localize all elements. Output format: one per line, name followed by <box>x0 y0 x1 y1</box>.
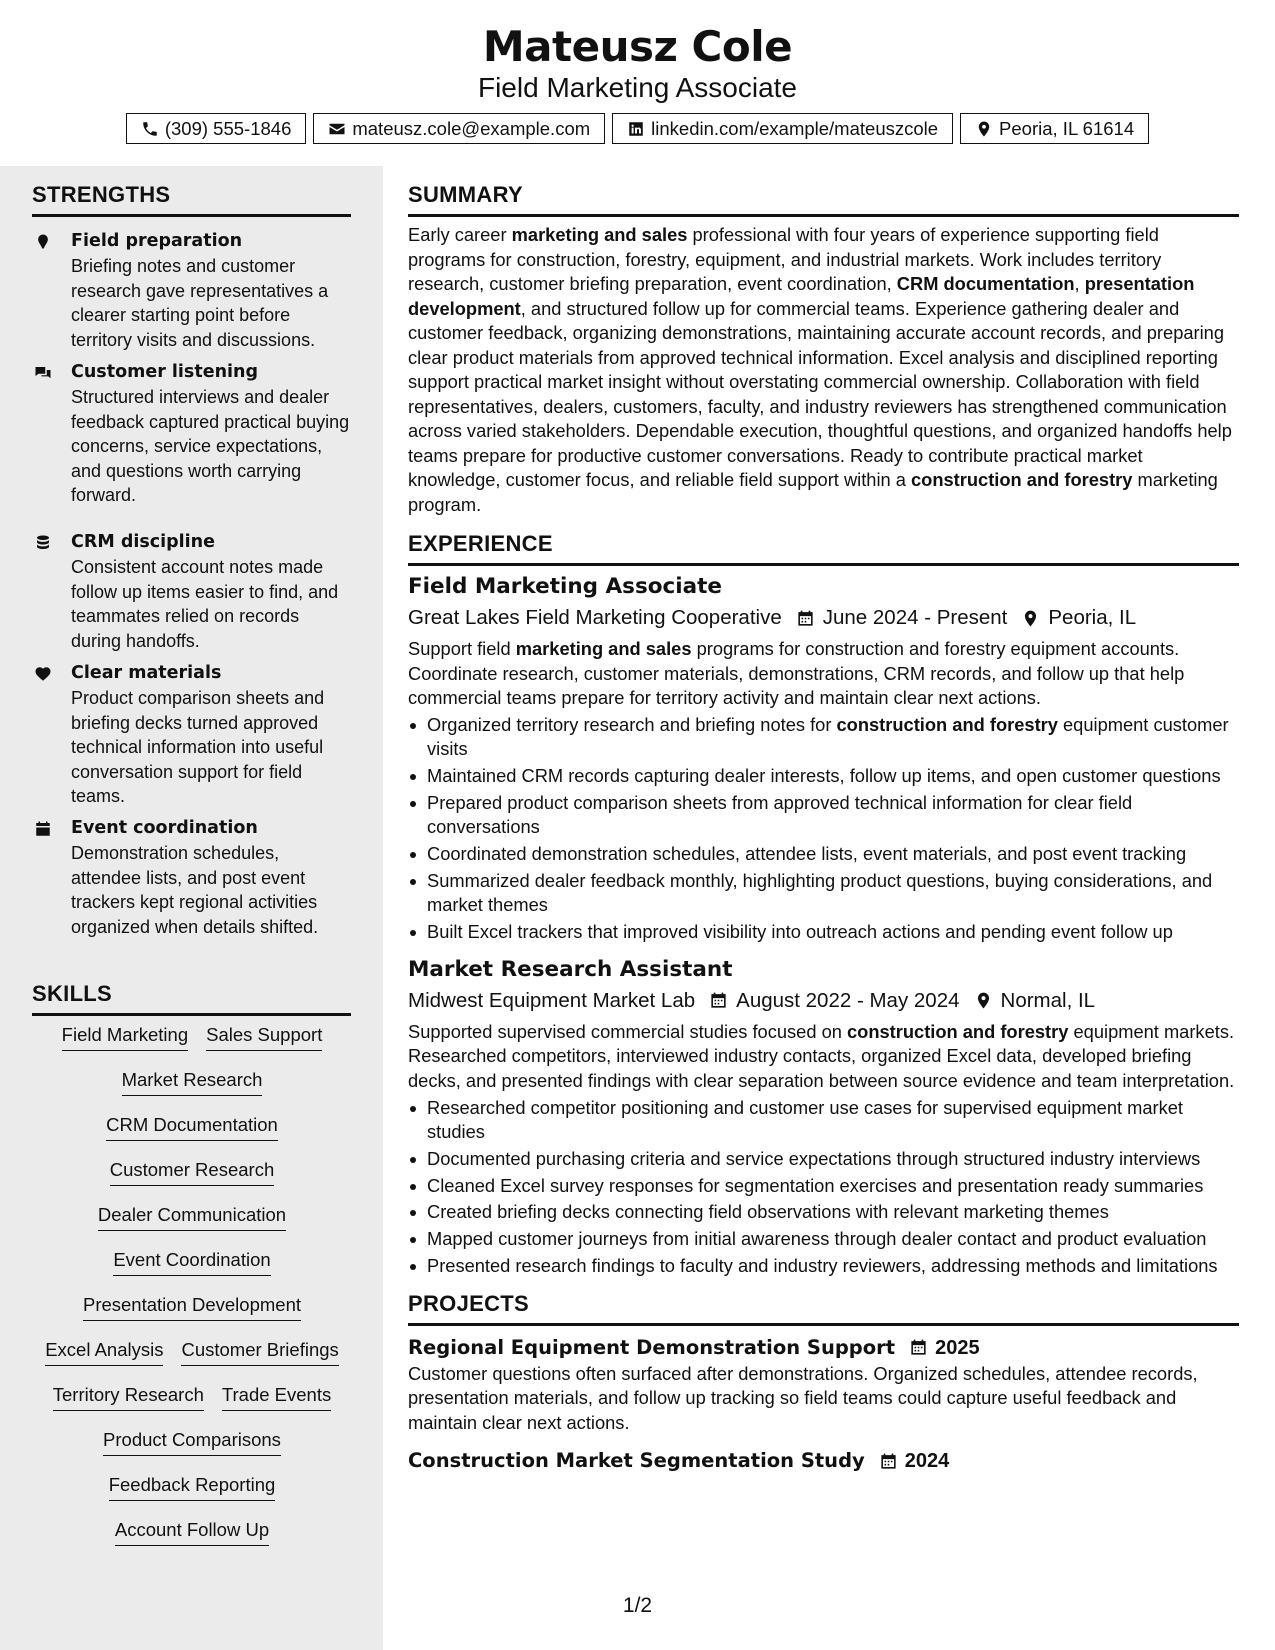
strength-item <box>32 530 352 653</box>
candidate-role: Field Marketing Associate <box>477 72 798 103</box>
skill-row <box>32 1158 352 1203</box>
contact-phone[interactable] <box>126 113 307 144</box>
skill-tag: Presentation Development <box>83 1293 301 1321</box>
skill-tag: Feedback Reporting <box>109 1473 276 1501</box>
job-dates: June 2024 - Present <box>822 606 1008 629</box>
skill-tag: Excel Analysis <box>45 1338 163 1366</box>
skill-row <box>32 1428 352 1473</box>
bullet-item: Summarized dealer feedback monthly, highlighting product questions, buying considerations, and market themes <box>408 869 1240 918</box>
contact-email[interactable] <box>313 113 605 144</box>
job-location: Normal, IL <box>1000 988 1096 1012</box>
projects-heading: PROJECTS <box>408 1291 1239 1326</box>
skill-tag: Event Coordination <box>113 1248 270 1276</box>
page-number: 1/2 <box>622 1594 653 1617</box>
strength-desc: Demonstration schedules, attendee lists, and post event trackers kept regional activities organized when details shifted. <box>71 843 319 937</box>
skills-heading: SKILLS <box>32 981 351 1016</box>
job-dates: August 2022 - May 2024 <box>736 988 960 1012</box>
strength-desc: Product comparison sheets and briefing decks turned approved technical information into useful conversation support for field teams. <box>71 688 325 806</box>
calendar-icon <box>879 1452 898 1471</box>
skill-tag: Customer Research <box>110 1158 275 1186</box>
database-icon <box>32 532 54 554</box>
strength-title: Event coordination <box>71 818 258 838</box>
skill-row <box>32 1248 352 1293</box>
skill-tag: Product Comparisons <box>103 1428 281 1456</box>
project-title-row <box>408 1447 1240 1475</box>
strength-item <box>32 229 352 352</box>
bullet-item: Cleaned Excel survey responses for segmentation exercises and presentation ready summaries <box>408 1174 1240 1199</box>
job-bullets <box>408 713 1240 945</box>
job-description: Support field marketing and sales programs for construction and forestry equipment accounts. Coordinate research, customer materials, demonstrations, CRM records, and follow up that help commercial teams prepare for territory activity and maintain clear next actions. <box>408 638 1185 708</box>
heart-icon <box>32 663 54 685</box>
project-title: Regional Equipment Demonstration Support <box>408 1335 896 1359</box>
pin-icon <box>32 231 54 253</box>
skill-tag: Sales Support <box>206 1023 322 1051</box>
contact-bar <box>0 113 1275 144</box>
bullet-item: Organized territory research and briefing notes for construction and forestry equipment customer visits <box>408 713 1240 762</box>
skill-tag: Account Follow Up <box>115 1518 269 1546</box>
bullet-item: Prepared product comparison sheets from approved technical information for clear field conversations <box>408 791 1240 840</box>
calendar-icon <box>32 818 54 840</box>
strength-item <box>32 816 352 939</box>
skill-row <box>32 1068 352 1113</box>
skills-list <box>32 1023 352 1563</box>
job-entry <box>408 955 1240 1279</box>
project-title-row <box>408 1334 1240 1362</box>
main-content <box>408 166 1240 1475</box>
contact-email-text: mateusz.cole@example.com <box>352 117 591 139</box>
skill-row <box>32 1293 352 1338</box>
chat-icon <box>32 362 54 384</box>
bullet-item: Built Excel trackers that improved visibility into outreach actions and pending event follow up <box>408 920 1240 945</box>
strengths-heading: STRENGTHS <box>32 182 351 217</box>
job-title: Market Research Assistant <box>408 956 733 982</box>
experience-heading: EXPERIENCE <box>408 531 1239 566</box>
contact-linkedin-text: linkedin.com/example/mateuszcole <box>651 117 939 139</box>
job-entry <box>408 572 1240 945</box>
skill-row <box>32 1473 352 1518</box>
summary-heading: SUMMARY <box>408 182 1239 217</box>
calendar-icon <box>909 1338 928 1357</box>
strength-item <box>32 661 352 809</box>
linkedin-icon <box>627 120 645 138</box>
bullet-item: Documented purchasing criteria and service expectations through structured industry interviews <box>408 1147 1240 1172</box>
project-description: Customer questions often surfaced after demonstrations. Organized schedules, attendee records, presentation materials, and follow up tracking so field teams could capture useful feedback and maintain clear next actions. <box>408 1362 1198 1433</box>
skill-row <box>32 1113 352 1158</box>
calendar-icon <box>796 609 815 628</box>
project-title: Construction Market Segmentation Study <box>408 1449 865 1473</box>
skill-row <box>32 1023 352 1068</box>
job-description: Supported supervised commercial studies focused on construction and forestry equipment markets. Researched competitors, interviewed industry contacts, organized Excel data, developed briefing decks, and presented findings with clear separation between source evidence and team interpretation. <box>408 1020 1235 1091</box>
job-location: Peoria, IL <box>1048 606 1137 629</box>
email-icon <box>328 120 346 138</box>
skill-row <box>32 1338 352 1383</box>
contact-phone-text: (309) 555-1846 <box>164 117 292 139</box>
job-title: Field Marketing Associate <box>408 574 723 599</box>
skill-tag: Field Marketing <box>62 1023 188 1051</box>
skill-tag: Market Research <box>122 1068 263 1096</box>
job-bullets <box>408 1096 1240 1279</box>
job-company: Great Lakes Field Marketing Cooperative <box>408 606 782 629</box>
summary-text: Early career marketing and sales professional with four years of experience supporting field programs for construction, forestry, equipment, and industrial markets. Work includes territory research, customer briefing preparation, event coordination, CRM documentation, presentation development, and structured follow up for commercial teams. Experience gathering dealer and customer feedback, organizing demonstrations, maintaining accurate account records, and preparing clear product materials from approved technical information. Excel analysis and disciplined reporting support practical market insight without overstating commercial ownership. Collaboration with field representatives, dealers, customers, faculty, and industry reviewers has strengthened communication across varied stakeholders. Dependable execution, thoughtful questions, and organized handoffs help teams prepare for productive customer conversations. Ready to contribute practical market knowledge, customer focus, and reliable field support within a construction and forestry marketing program. <box>408 224 1232 515</box>
strength-title: CRM discipline <box>71 532 215 552</box>
skill-row <box>32 1383 352 1428</box>
bullet-item: Created briefing decks connecting field observations with relevant marketing themes <box>408 1200 1240 1225</box>
strength-title: Clear materials <box>71 663 222 683</box>
contact-location-text: Peoria, IL 61614 <box>999 117 1135 139</box>
skill-row <box>32 1203 352 1248</box>
job-company: Midwest Equipment Market Lab <box>408 988 696 1012</box>
project-entry <box>408 1334 1240 1436</box>
phone-icon <box>141 120 159 138</box>
skill-tag: CRM Documentation <box>106 1113 278 1141</box>
contact-linkedin[interactable] <box>612 113 953 144</box>
bullet-item: Maintained CRM records capturing dealer interests, follow up items, and open customer questions <box>408 764 1240 789</box>
strength-title: Customer listening <box>71 362 259 382</box>
bullet-item: Presented research findings to faculty and industry reviewers, addressing methods and limitations <box>408 1254 1240 1279</box>
location-icon <box>974 991 993 1010</box>
job-meta <box>408 603 1240 633</box>
skill-row <box>32 1518 352 1563</box>
resume-header <box>0 0 1275 166</box>
strength-desc: Consistent account notes made follow up items easier to find, and teammates relied on records during handoffs. <box>71 557 339 651</box>
candidate-name: Mateusz Cole <box>482 22 793 71</box>
project-year: 2024 <box>904 1450 950 1473</box>
strength-item <box>32 360 352 508</box>
calendar-icon <box>709 991 728 1010</box>
strength-desc: Structured interviews and dealer feedback captured practical buying concerns, service expectations, and questions worth carrying forward. <box>71 387 350 505</box>
skill-tag: Territory Research <box>53 1383 204 1411</box>
skill-tag: Trade Events <box>222 1383 331 1411</box>
project-entry <box>408 1447 1240 1475</box>
job-meta <box>408 986 1240 1016</box>
location-icon <box>975 120 993 138</box>
skill-tag: Customer Briefings <box>181 1338 338 1366</box>
bullet-item: Mapped customer journeys from initial awareness through dealer contact and product evaluation <box>408 1227 1240 1252</box>
project-year: 2025 <box>935 1336 980 1359</box>
strength-title: Field preparation <box>71 231 243 251</box>
location-icon <box>1021 609 1040 628</box>
contact-location[interactable] <box>960 113 1149 144</box>
strength-desc: Briefing notes and customer research gave representatives a clearer starting point before territory visits and discussions. <box>71 256 329 350</box>
bullet-item: Researched competitor positioning and customer use cases for supervised equipment market studies <box>408 1096 1240 1145</box>
skill-tag: Dealer Communication <box>98 1203 286 1231</box>
bullet-item: Coordinated demonstration schedules, attendee lists, event materials, and post event tracking <box>408 842 1240 867</box>
